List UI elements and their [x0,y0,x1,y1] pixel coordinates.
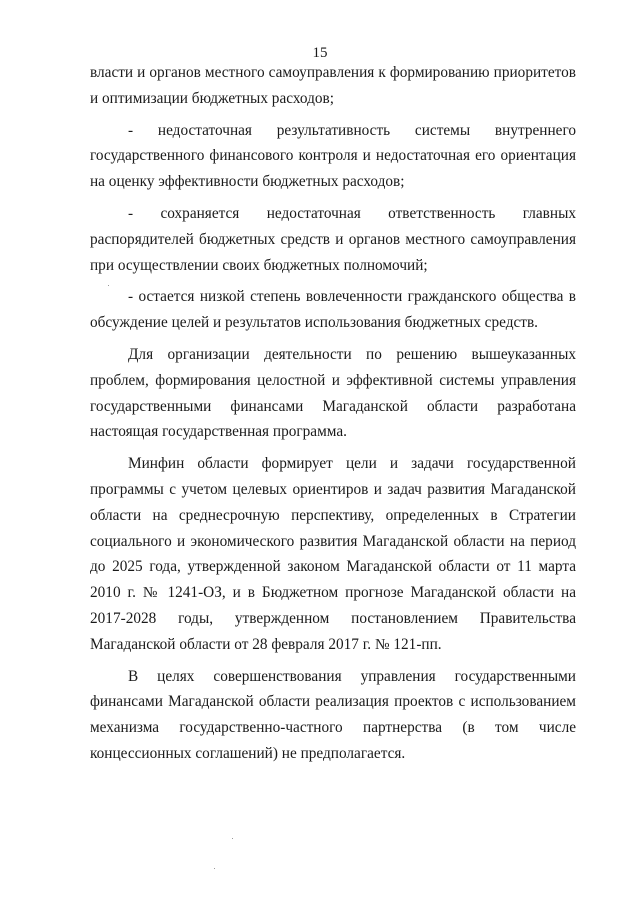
paragraph-7: В целях совершенствования управления государственными финансами Магаданской области реализация проектов с использованием механизма государственно-частного партнерства (в том числе концессионных соглашений) не предполагается. [90,667,576,762]
page-number: 15 [312,45,328,61]
paragraph-4: - остается низкой степень вовлеченности гражданского общества в обсуждение целей и результатов использования бюджетных средств. [90,288,576,332]
paragraph-6: Минфин области формирует цели и задачи государственной программы с учетом целевых ориентиров и задач развития Магаданской области на среднесрочную перспективу, определенных в Стратегии социального и экономического развития Магаданской области на период до 2025 года, утвержденной законом Магаданской области от 11 марта 2010 г. № 1241-ОЗ, и в Бюджетном прогнозе Магаданской области на 2017-2028 годы, утвержденном постановлением Правительства Магаданской области от 28 февраля 2017 г. № 121-пп. [90,455,576,653]
paragraph-1: власти и органов местного самоуправления к формированию приоритетов и оптимизации бюджетных расходов; [90,64,576,107]
scan-speck [232,838,233,839]
paragraph-2: - недостаточная результативность системы внутреннего государственного финансового контроля и недостаточная его ориентация на оценку эффективности бюджетных расходов; [90,121,576,191]
paragraph-5: Для организации деятельности по решению вышеуказанных проблем, формирования целостной и эффективной системы управления государственными финансами Магаданской области разработана настоящая государственная программа. [90,345,576,441]
scan-speck [108,285,109,286]
scan-speck [214,868,215,869]
document-body [90,60,576,767]
paragraph-3: - сохраняется недостаточная ответственность главных распорядителей бюджетных средств и органов местного самоуправления при осуществлении своих бюджетных полномочий; [90,204,576,274]
